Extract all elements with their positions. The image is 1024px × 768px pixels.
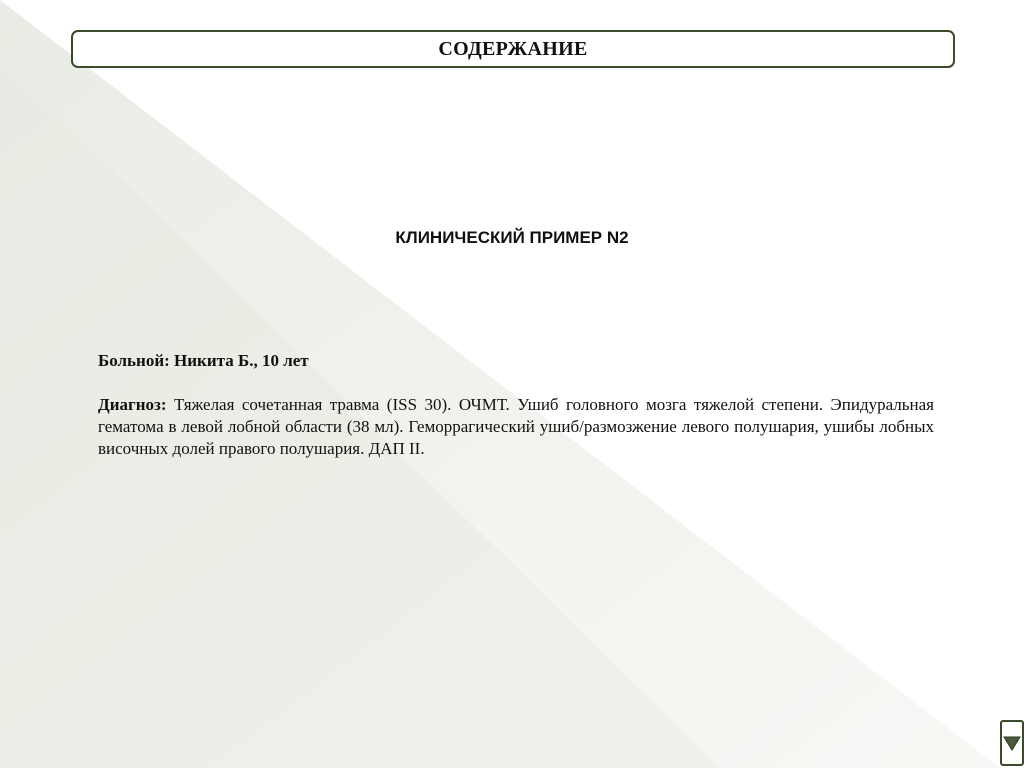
next-slide-button[interactable]: [1000, 720, 1024, 766]
contents-button[interactable]: [71, 30, 955, 68]
triangle-down-icon: [1003, 735, 1021, 751]
case-content: [98, 350, 934, 460]
patient-info: Больной: Никита Б., 10 лет: [98, 351, 309, 370]
diagnosis-paragraph: [98, 394, 934, 460]
diagnosis-text: Тяжелая сочетанная травма (ISS 30). ОЧМТ. Ушиб головного мозга тяжелой степени. Эпидуральная гематома в левой лобной области (38 мл). Геморрагический ушиб/размозжение левого полушария, ушибы лобных височных долей правого полушария. ДАП II.: [98, 395, 935, 458]
case-title: КЛИНИЧЕСКИЙ ПРИМЕР N2: [395, 228, 629, 247]
diagnosis-label: Диагноз:: [98, 395, 167, 414]
contents-title: СОДЕРЖАНИЕ: [438, 37, 588, 60]
